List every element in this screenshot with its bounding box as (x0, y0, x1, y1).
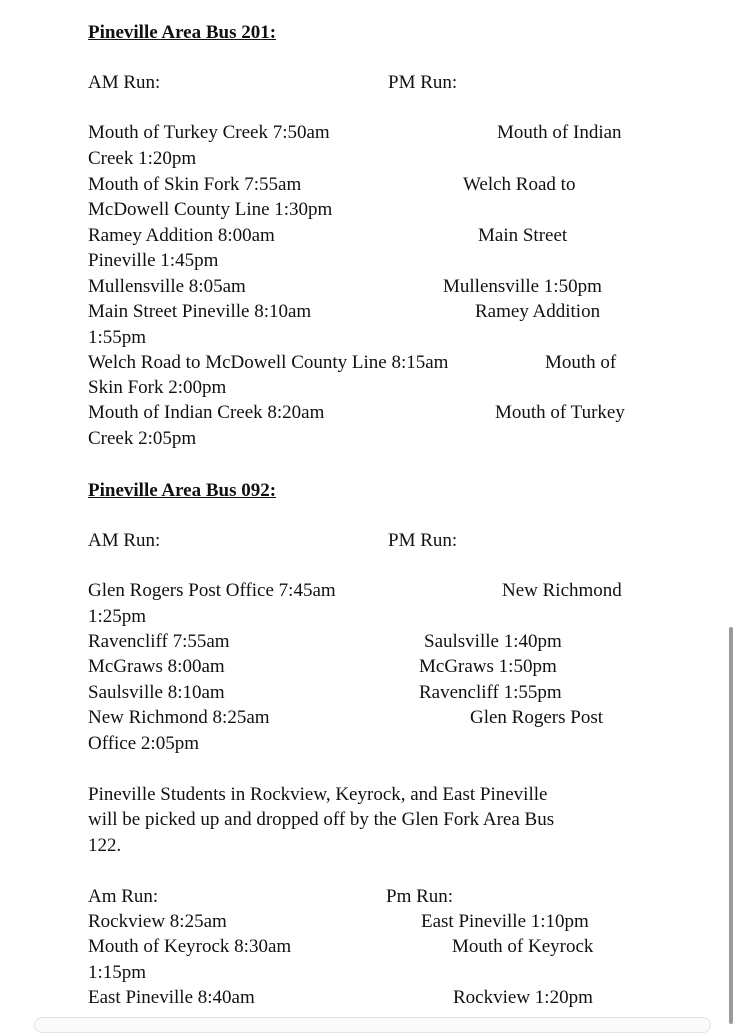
schedule-line: Mouth of Keyrock (452, 936, 594, 957)
bus-122-am-label: Am Run: (88, 886, 159, 907)
schedule-line: East Pineville 1:10pm (421, 911, 589, 932)
bus-201-heading: Pineville Area Bus 201: (88, 22, 277, 43)
schedule-line: Rockview 1:20pm (453, 987, 593, 1008)
schedule-line: Mullensville 1:50pm (443, 276, 602, 297)
schedule-line: New Richmond 8:25am (88, 707, 270, 728)
schedule-line: Mouth of Indian (497, 122, 622, 143)
schedule-line: Office 2:05pm (88, 733, 199, 754)
bus-122-pm-label: Pm Run: (386, 886, 454, 907)
schedule-line: Ravencliff 1:55pm (419, 682, 562, 703)
schedule-line: Saulsville 1:40pm (424, 631, 562, 652)
schedule-line: Mouth of Indian Creek 8:20am (88, 402, 325, 423)
schedule-line: New Richmond (502, 580, 622, 601)
schedule-line: Pineville 1:45pm (88, 250, 219, 271)
note-line: Pineville Students in Rockview, Keyrock, and East Pineville (88, 784, 548, 805)
schedule-line: Skin Fork 2:00pm (88, 377, 227, 398)
schedule-line: Saulsville 8:10am (88, 682, 225, 703)
schedule-line: Glen Rogers Post (470, 707, 603, 728)
schedule-line: Mouth of Skin Fork 7:55am (88, 174, 302, 195)
schedule-line: Mouth of Turkey (495, 402, 625, 423)
schedule-line: Mullensville 8:05am (88, 276, 246, 297)
vertical-scrollbar[interactable] (729, 627, 733, 1024)
note-line: will be picked up and dropped off by the Glen Fork Area Bus (88, 809, 555, 830)
schedule-line: McDowell County Line 1:30pm (88, 199, 333, 220)
schedule-line: Mouth of (545, 352, 617, 373)
note-line: 122. (88, 835, 122, 856)
schedule-line: Welch Road to (463, 174, 576, 195)
bus-201-pm-label: PM Run: (388, 72, 458, 93)
schedule-line: McGraws 8:00am (88, 656, 225, 677)
schedule-line: Main Street Pineville 8:10am (88, 301, 312, 322)
schedule-line: Creek 1:20pm (88, 148, 197, 169)
schedule-line: Main Street (478, 225, 568, 246)
schedule-line: 1:55pm (88, 327, 147, 348)
schedule-line: Mouth of Turkey Creek 7:50am (88, 122, 330, 143)
schedule-line: Creek 2:05pm (88, 428, 197, 449)
schedule-line: 1:25pm (88, 606, 147, 627)
bus-201-am-label: AM Run: (88, 72, 161, 93)
schedule-line: Glen Rogers Post Office 7:45am (88, 580, 336, 601)
schedule-line: Welch Road to McDowell County Line 8:15am (88, 352, 449, 373)
schedule-line: Ravencliff 7:55am (88, 631, 230, 652)
bottom-card-edge (34, 1017, 711, 1033)
schedule-line: East Pineville 8:40am (88, 987, 255, 1008)
schedule-line: McGraws 1:50pm (419, 656, 557, 677)
schedule-line: Ramey Addition (475, 301, 601, 322)
schedule-line: 1:15pm (88, 962, 147, 983)
bus-092-am-label: AM Run: (88, 530, 161, 551)
schedule-line: Rockview 8:25am (88, 911, 227, 932)
schedule-line: Ramey Addition 8:00am (88, 225, 275, 246)
schedule-line: Mouth of Keyrock 8:30am (88, 936, 292, 957)
bus-092-pm-label: PM Run: (388, 530, 458, 551)
bus-092-heading: Pineville Area Bus 092: (88, 480, 277, 501)
